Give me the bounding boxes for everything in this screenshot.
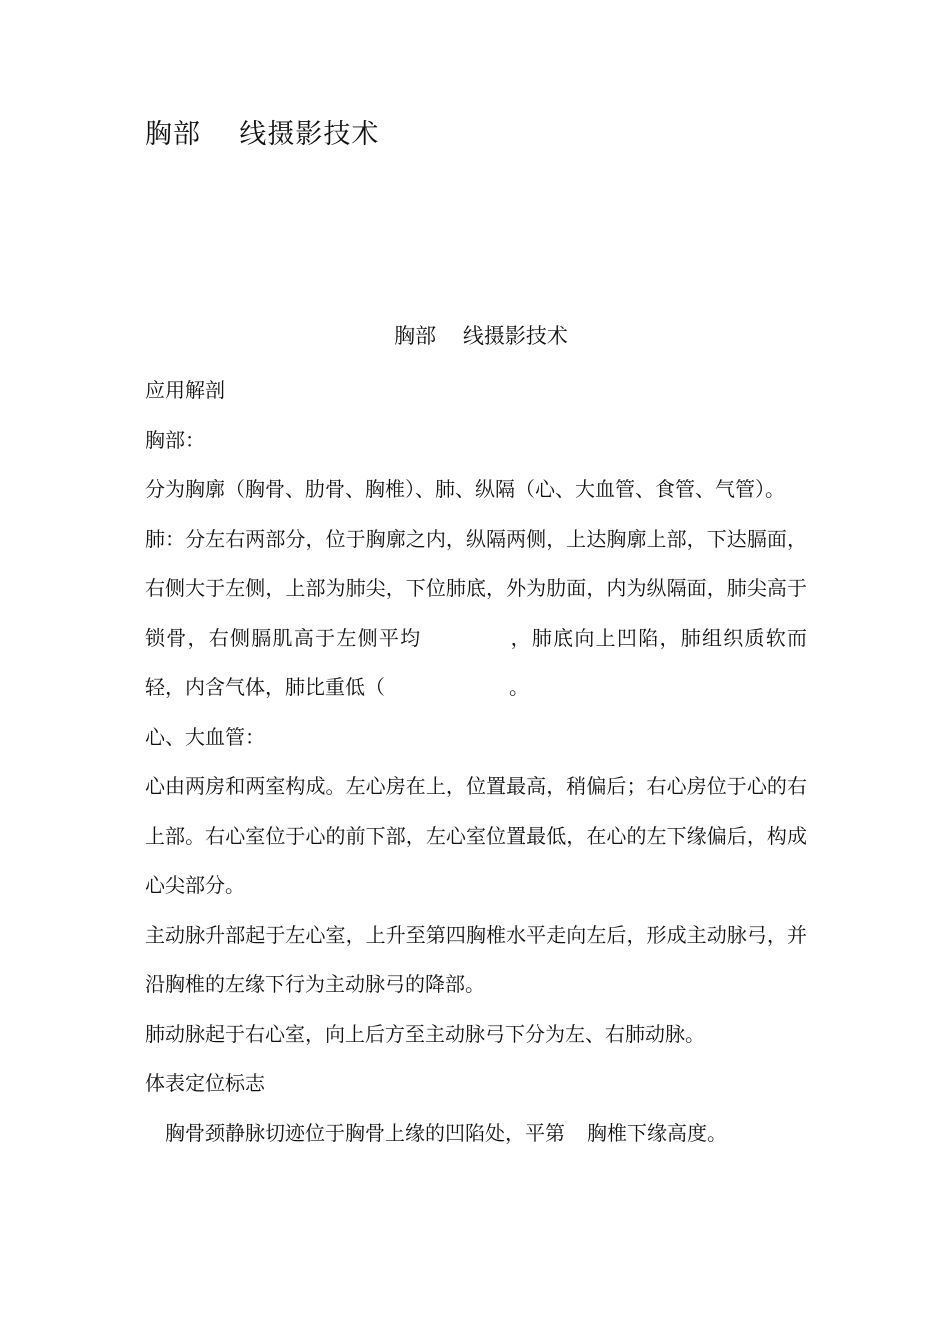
jugular-paragraph bbox=[145, 1109, 807, 1159]
anatomy-heading: 应用解剖 bbox=[145, 378, 225, 402]
lung-text-part2: ，肺底向上凹陷，肺组织质软而轻，内含气体，肺比重低（ bbox=[145, 625, 808, 699]
aorta-paragraph: 主动脉升部起于左心室，上升至第四胸椎水平走向左后，形成主动脉弓，并沿胸椎的左缘下行为主动脉弓的降部。 bbox=[145, 922, 807, 996]
chest-heading: 胸部： bbox=[145, 427, 205, 452]
lung-paragraph bbox=[145, 515, 807, 713]
section-title: 胸部 线摄影技术 bbox=[394, 324, 568, 348]
heart-heading: 心、大血管： bbox=[145, 724, 265, 749]
document-body bbox=[145, 366, 807, 1158]
heart-paragraph: 心由两房和两室构成。左心房在上，位置最高，稍偏后；右心房位于心的右上部。右心室位于心的前下部，左心室位置最低，在心的左下缘偏后，构成心尖部分。 bbox=[145, 774, 807, 897]
landmarks-heading: 体表定位标志 bbox=[145, 1071, 265, 1095]
pulmonary-paragraph: 肺动脉起于右心室，向上后方至主动脉弓下分为左、右肺动脉。 bbox=[145, 1021, 705, 1046]
document-title: 胸部 线摄影技术 bbox=[145, 119, 380, 150]
lung-text-part3: 。 bbox=[509, 675, 529, 699]
chest-paragraph: 分为胸廓（胸骨、肋骨、胸椎）、肺、纵隔（心、大血管、食管、气管）。 bbox=[145, 477, 785, 501]
jugular-text-part1: 胸骨颈静脉切迹位于胸骨上缘的凹陷处，平第 bbox=[165, 1120, 565, 1145]
jugular-text-part2: 胸椎下缘高度。 bbox=[587, 1120, 727, 1145]
lung-text-part1: 肺：分左右两部分，位于胸廓之内，纵隔两侧，上达胸廓上部，下达膈面，右侧大于左侧，上部为肺尖，下位肺底，外为肋面，内为纵隔面，肺尖高于锁骨，右侧膈肌高于左侧平均 bbox=[145, 526, 807, 650]
